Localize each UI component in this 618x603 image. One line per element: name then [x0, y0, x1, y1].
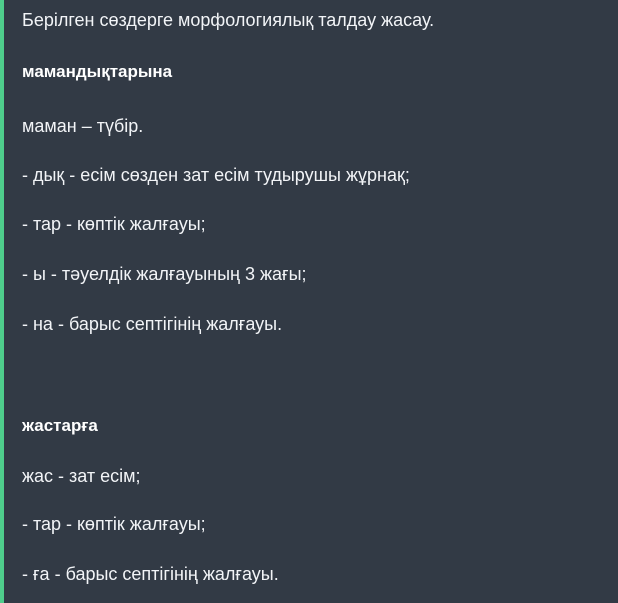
- morpheme-line: - тар - көптік жалғауы;: [22, 514, 206, 534]
- morpheme-line: - тар - көптік жалғауы;: [22, 214, 206, 234]
- root-line-1: маман – түбір.: [22, 116, 144, 136]
- word-heading-1: мамандықтарына: [22, 62, 173, 81]
- word-heading-2: жастарға: [22, 416, 98, 435]
- morpheme-line: - дық - есім сөзден зат есім тудырушы жұрнақ;: [22, 165, 410, 185]
- morpheme-line: - ы - тәуелдік жалғауының 3 жағы;: [22, 264, 307, 284]
- morpheme-line: - на - барыс септігінің жалғауы.: [22, 314, 283, 334]
- morpheme-line: - ға - барыс септігінің жалғауы.: [22, 564, 279, 584]
- root-line-2: жас - зат есім;: [22, 466, 141, 486]
- intro-text: Берілген сөздерге морфологиялық талдау жасау.: [22, 10, 435, 30]
